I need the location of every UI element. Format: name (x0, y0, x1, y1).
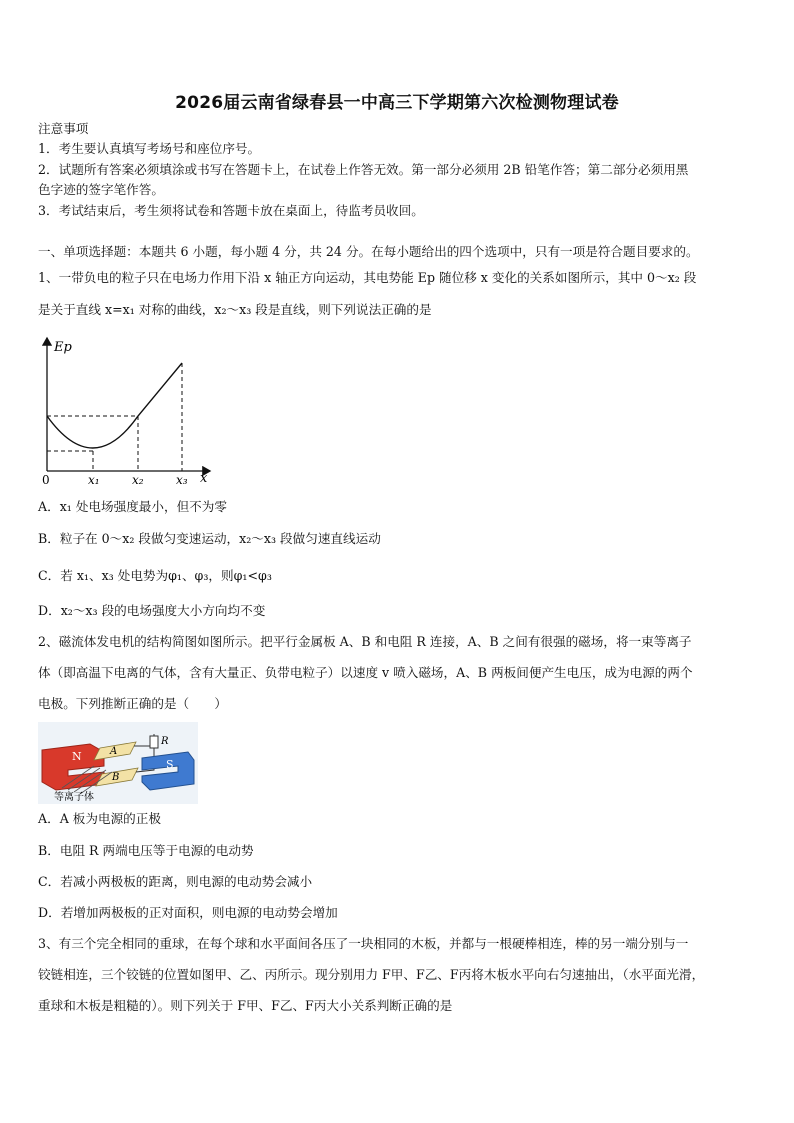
q1-option-d: D．x₂～x₃ 段的电场强度大小方向均不变 (38, 603, 266, 618)
q2-stem-line1: 2、磁流体发电机的结构简图如图所示。把平行金属板 A、B 和电阻 R 连接，A、B 之间有很强的磁场，将一束等离子 (38, 634, 692, 649)
a-label: A (110, 746, 118, 757)
s-label: S (166, 758, 174, 771)
q1-stem-line1: 1、一带负电的粒子只在电场力作用下沿 x 轴正方向运动，其电势能 Ep 随位移 x 变化的关系如图所示，其中 0～x₂ 段 (38, 270, 697, 285)
q1-option-b: B．粒子在 0～x₂ 段做匀变速运动，x₂～x₃ 段做匀速直线运动 (38, 531, 381, 546)
x2-label: x₂ (132, 473, 144, 487)
q2-option-b: B．电阻 R 两端电压等于电源的电动势 (38, 843, 254, 858)
page-title: 2026届云南省绿春县一中高三下学期第六次检测物理试卷 (175, 93, 619, 113)
notice-item-2: 2．试题所有答案必须填涂或书写在答题卡上，在试卷上作答无效。第一部分必须用 2B 铅笔作答；第二部分必须用黑 (38, 162, 689, 177)
q2-stem-line2: 体（即高温下电离的气体，含有大量正、负带电粒子）以速度 v 喷入磁场，A、B 两板间便产生电压，成为电源的两个 (38, 665, 693, 680)
b-label: B (112, 772, 120, 783)
resistor-r (150, 736, 158, 748)
notice-item-2-cont: 色字迹的签字笔作答。 (38, 182, 164, 197)
q1-ep-graph (30, 330, 220, 490)
q2-option-c: C．若减小两极板的距离，则电源的电动势会减小 (38, 874, 313, 889)
q2-option-d: D．若增加两极板的正对面积，则电源的电动势会增加 (38, 905, 338, 920)
x3-label: x₃ (176, 473, 188, 487)
q1-option-c: C．若 x₁、x₃ 处电势为φ₁、φ₃，则φ₁<φ₃ (38, 568, 272, 583)
q3-stem-line1: 3、有三个完全相同的重球，在每个球和水平面间各压了一块相同的木板，并都与一根硬棒相连，棒的另一端分别与一 (38, 936, 689, 951)
notice-heading: 注意事项 (38, 121, 89, 136)
notice-item-3: 3．考试结束后，考生须将试卷和答题卡放在桌面上，待监考员收回。 (38, 203, 424, 218)
q3-stem-line3: 重球和木板是粗糙的）。则下列关于 F甲、F乙、F丙大小关系判断正确的是 (38, 998, 453, 1013)
plasma-label: 等离子体 (54, 792, 94, 803)
section-heading: 一、单项选择题：本题共 6 小题，每小题 4 分，共 24 分。在每小题给出的四个选项中，只有一项是符合题目要求的。 (38, 244, 699, 259)
q2-stem-line3: 电极。下列推断正确的是（ ） (38, 696, 227, 711)
q3-stem-line2: 铰链相连，三个铰链的位置如图甲、乙、丙所示。现分别用力 F甲、F乙、F丙将木板水平向右匀速抽出，（水平面光滑， (38, 967, 705, 982)
q1-stem-line2: 是关于直线 x=x₁ 对称的曲线，x₂～x₃ 段是直线，则下列说法正确的是 (38, 302, 432, 317)
notice-item-1: 1．考生要认真填写考场号和座位序号。 (38, 141, 261, 156)
ep-curve (47, 363, 182, 448)
r-label: R (161, 736, 169, 747)
x1-label: x₁ (88, 473, 100, 487)
q1-option-a: A．x₁ 处电场强度最小，但不为零 (38, 499, 227, 514)
origin-label: 0 (42, 473, 50, 487)
q2-option-a: A．A 板为电源的正极 (38, 811, 161, 826)
q2-mhd-figure (38, 722, 198, 804)
xlabel: x (200, 471, 208, 486)
ylabel: Ep (54, 340, 72, 355)
n-label: N (72, 750, 82, 763)
